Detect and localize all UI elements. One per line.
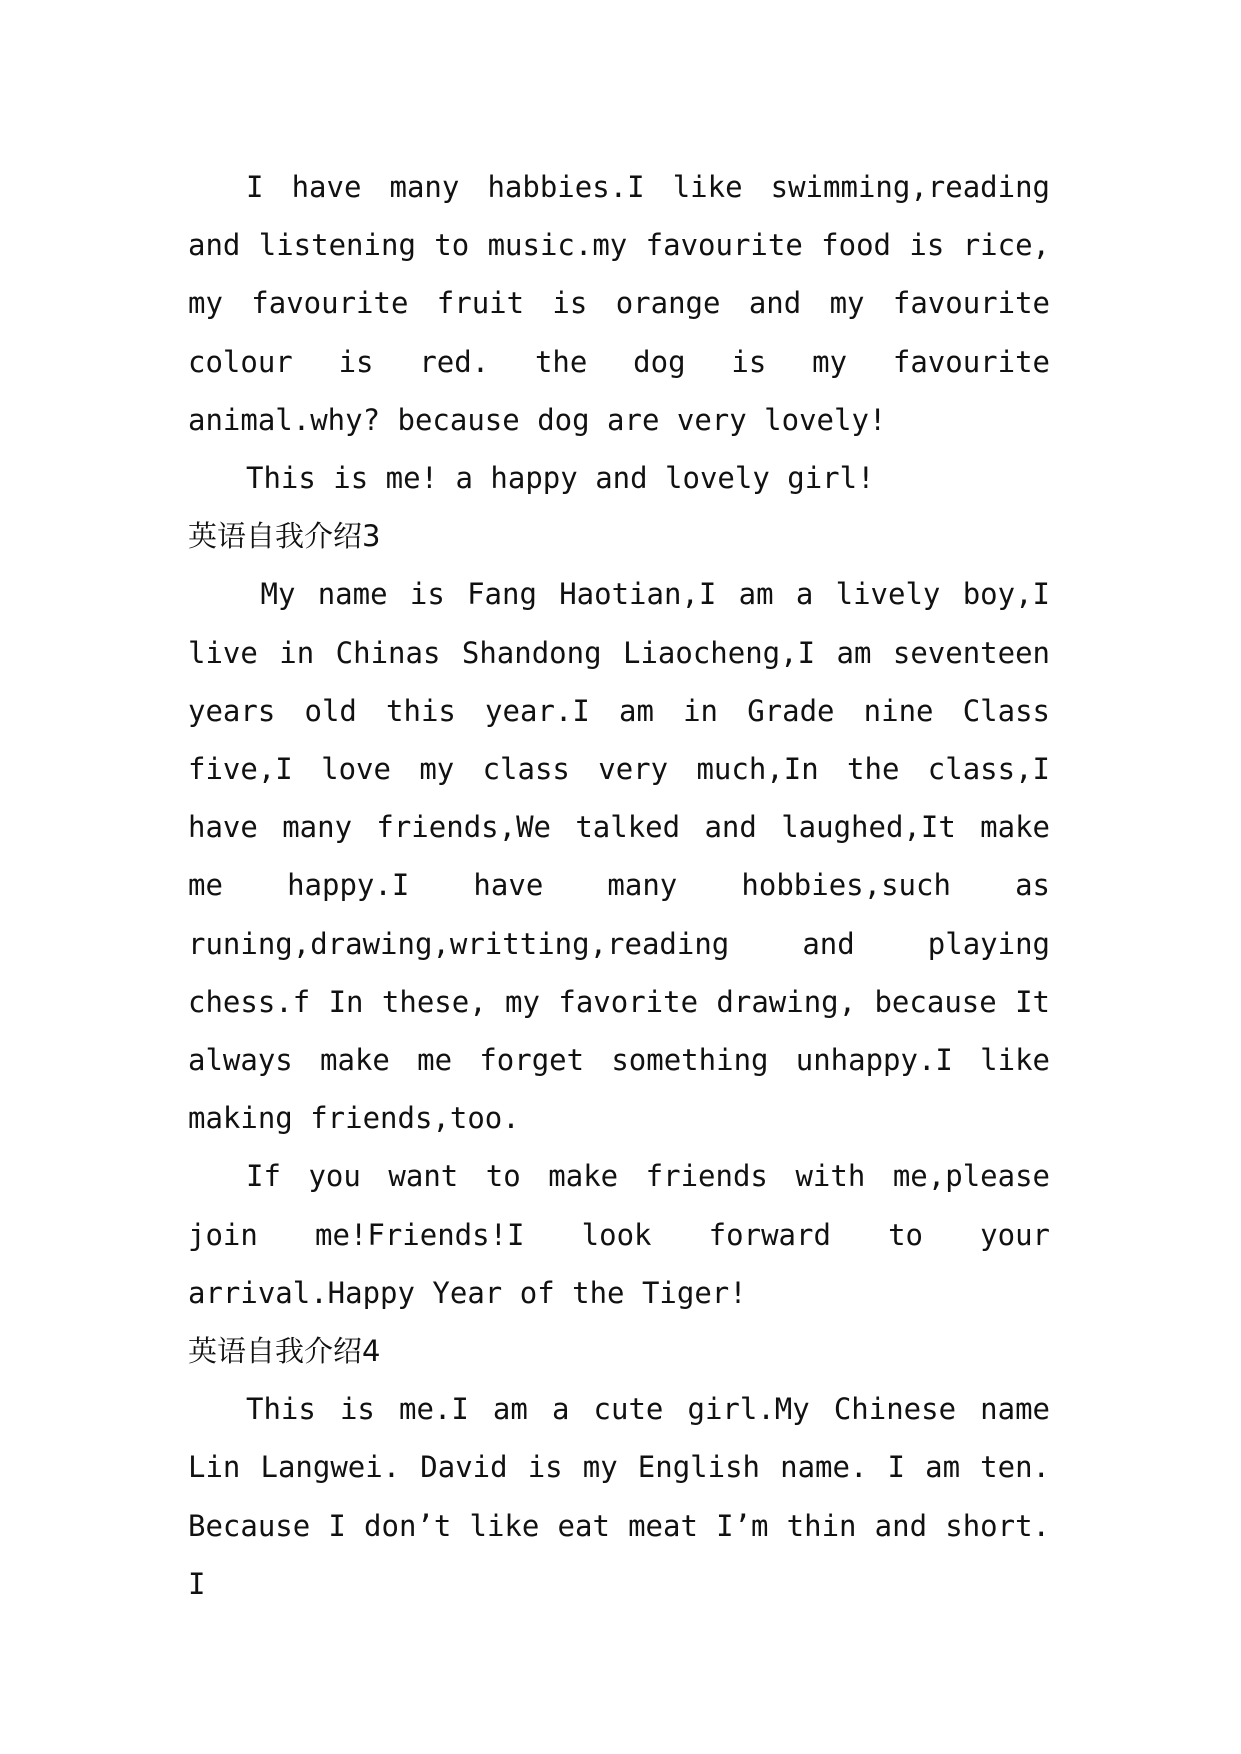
document-body (188, 158, 1050, 1613)
paragraph-hobbies: I have many habbies.I like swimming,reading and listening to music.my favourite food is rice, my favourite fruit is orange and my favourite colour is red. the dog is my favourite animal.why? because dog are very lovely! (188, 170, 1050, 437)
paragraph-closing-1: This is me! a happy and lovely girl! (246, 461, 875, 496)
paragraph-intro-3: My name is Fang Haotian,I am a lively boy,I live in Chinas Shandong Liaocheng,I am seventeen years old this year.I am in Grade nine Class five,I love my class very much,In the class,I have many friends,We talked and laughed,It make me happy.I have many hobbies,such as runing,drawing,writting,reading and playing chess.f In these, my favorite drawing, because It always make me forget something unhappy.I like making friends,too. (188, 577, 1050, 1136)
paragraph-intro-4: This is me.I am a cute girl.My Chinese name Lin Langwei. David is my English name. I am ten. Because I don’t like eat meat I’m thin and short. I (188, 1392, 1050, 1601)
section-heading-4: 英语自我介绍4 (188, 1334, 381, 1369)
paragraph-closing-3: If you want to make friends with me,please join me!Friends!I look forward to your arrival.Happy Year of the Tiger! (188, 1159, 1050, 1310)
section-heading-3: 英语自我介绍3 (188, 519, 381, 554)
